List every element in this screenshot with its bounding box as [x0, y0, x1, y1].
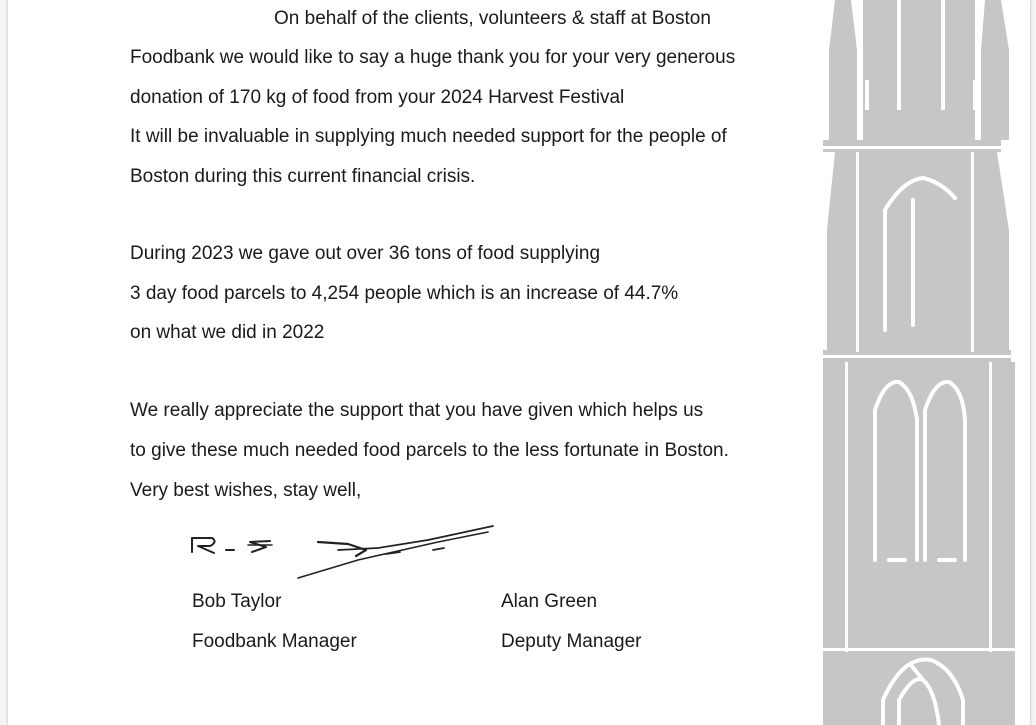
paragraph-1-line-2: Foodbank we would like to say a huge thank you for your very generous: [130, 47, 736, 68]
signatory-1-name: Bob Taylor: [192, 591, 282, 612]
signatory-2-title: Deputy Manager: [501, 631, 642, 652]
signatory-1-title: Foodbank Manager: [192, 631, 357, 652]
paragraph-2-line-1: During 2023 we gave out over 36 tons of food supplying: [130, 243, 601, 264]
paragraph-3-line-1: We really appreciate the support that you have given which helps us: [130, 400, 704, 421]
letter-page: [8, 0, 1030, 725]
paragraph-3-line-2: to give these much needed food parcels to the less fortunate in Boston.: [130, 440, 729, 461]
letter-body: [8, 0, 808, 725]
paragraph-1-line-3: donation of 170 kg of food from your 2024 Harvest Festival: [130, 87, 625, 108]
closing-line: Very best wishes, stay well,: [130, 480, 362, 501]
handwritten-signature-icon: [188, 520, 508, 590]
paragraph-1-line-1: On behalf of the clients, volunteers & staff at Boston: [274, 8, 711, 29]
paragraph-1-line-4: It will be invaluable in supplying much needed support for the people of: [130, 126, 727, 147]
paragraph-2-line-3: on what we did in 2022: [130, 322, 325, 343]
boston-stump-tower-icon: [823, 0, 1023, 725]
paragraph-1-line-5: Boston during this current financial crisis.: [130, 166, 476, 187]
signatory-2-name: Alan Green: [501, 591, 598, 612]
paragraph-2-line-2: 3 day food parcels to 4,254 people which is an increase of 44.7%: [130, 283, 679, 304]
